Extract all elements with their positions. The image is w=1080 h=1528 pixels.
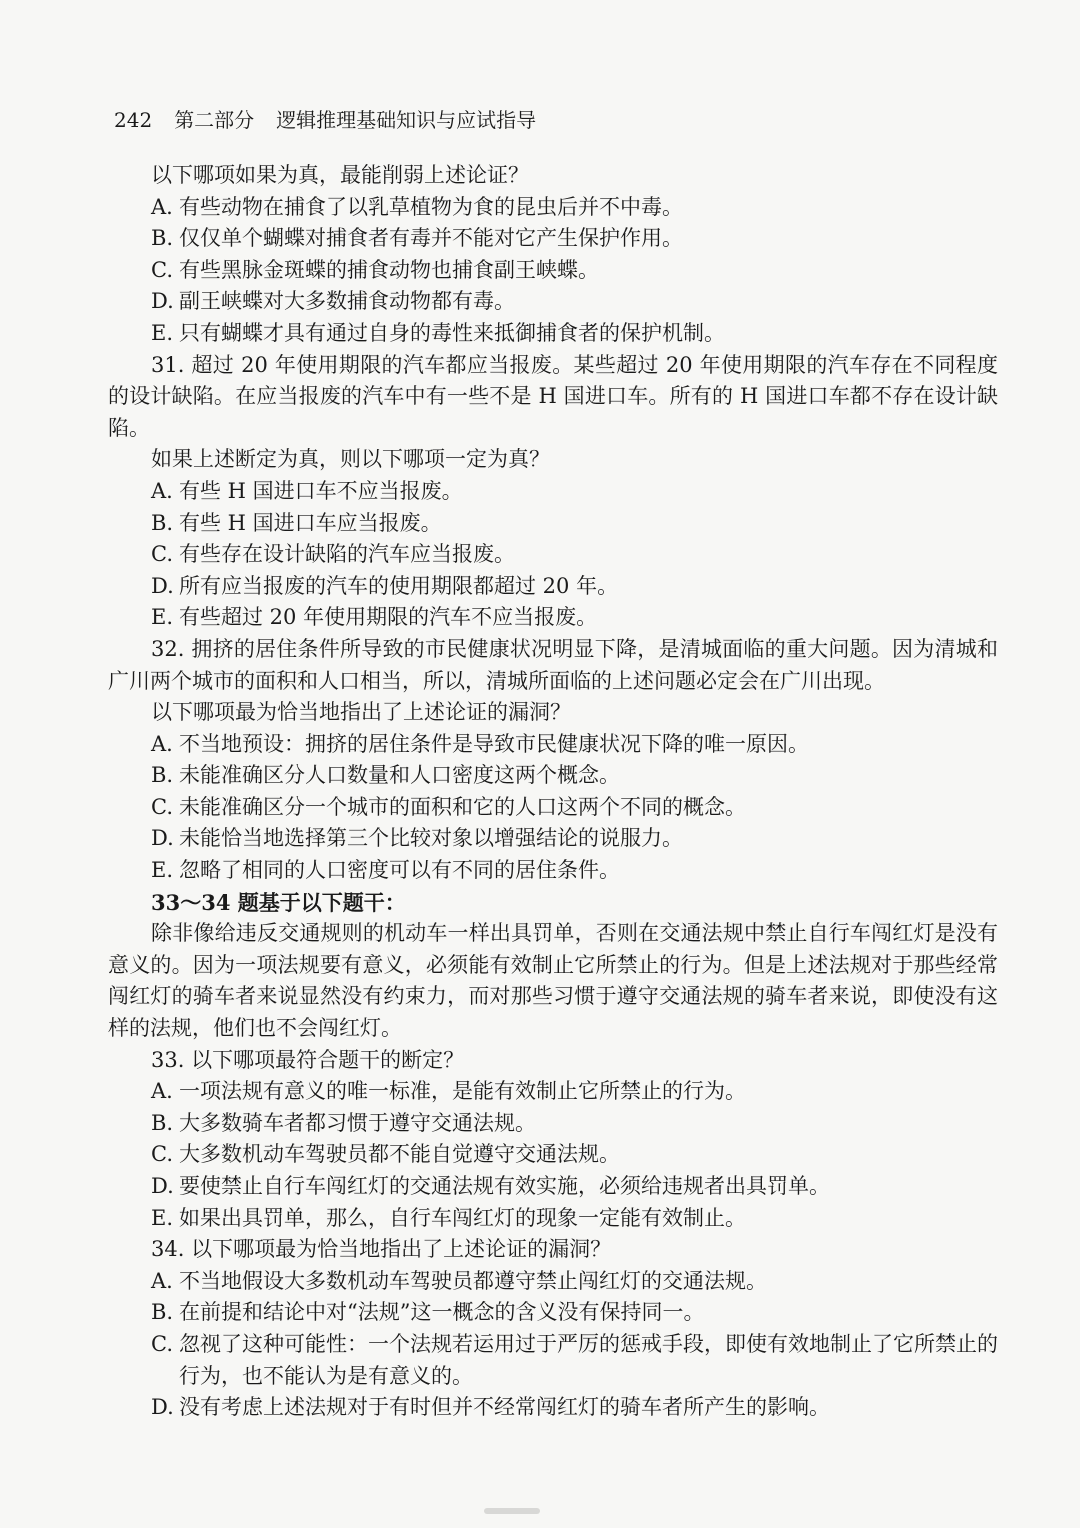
answer-option bbox=[151, 1266, 998, 1298]
option-letter: B. bbox=[151, 226, 174, 251]
option-letter: A. bbox=[151, 194, 173, 219]
option-letter: E. bbox=[151, 1205, 174, 1230]
option-text: 所有应当报废的汽车的使用期限都超过 20 年。 bbox=[179, 573, 619, 598]
answer-option bbox=[151, 1203, 998, 1235]
option-letter: C. bbox=[151, 542, 173, 567]
option-letter: A. bbox=[151, 1079, 173, 1104]
option-text: 仅仅单个蝴蝶对捕食者有毒并不能对它产生保护作用。 bbox=[179, 226, 683, 251]
chapter-title: 逻辑推理基础知识与应试指导 bbox=[276, 108, 537, 132]
option-text: 有些 H 国进口车应当报废。 bbox=[179, 510, 442, 535]
question-paragraph: 32. 拥挤的居住条件所导致的市民健康状况明显下降，是清城面临的重大问题。因为清城和广川两个城市的面积和人口相当，所以，清城所面临的上述问题必定会在广川出现。 bbox=[108, 636, 998, 693]
option-text: 大多数骑车者都习惯于遵守交通法规。 bbox=[179, 1110, 536, 1135]
option-text: 没有考虑上述法规对于有时但并不经常闯红灯的骑车者所产生的影响。 bbox=[179, 1395, 830, 1420]
answer-option bbox=[151, 855, 998, 887]
option-text: 有些动物在捕食了以乳草植物为食的昆虫后并不中毒。 bbox=[179, 194, 683, 219]
answer-option bbox=[151, 539, 998, 571]
option-text: 一项法规有意义的唯一标准，是能有效制止它所禁止的行为。 bbox=[179, 1079, 746, 1104]
option-letter: D. bbox=[151, 1395, 174, 1420]
question-paragraph: 34. 以下哪项最为恰当地指出了上述论证的漏洞？ bbox=[151, 1237, 612, 1262]
option-text: 不当地预设：拥挤的居住条件是导致市民健康状况下降的唯一原因。 bbox=[179, 731, 809, 756]
question-paragraph: 31. 超过 20 年使用期限的汽车都应当报废。某些超过 20 年使用期限的汽车存在不同程度的设计缺陷。在应当报废的汽车中有一些不是 H 国进口车。所有的 H 国进口车都不存在设计缺陷。 bbox=[108, 352, 998, 440]
answer-option bbox=[151, 1171, 998, 1203]
option-letter: E. bbox=[151, 320, 174, 345]
running-header bbox=[114, 100, 998, 140]
answer-option bbox=[151, 286, 998, 318]
scan-smudge bbox=[484, 1508, 540, 1514]
option-letter: E. bbox=[151, 605, 174, 630]
option-letter: D. bbox=[151, 826, 174, 851]
option-letter: D. bbox=[151, 1174, 174, 1198]
answer-option bbox=[151, 823, 998, 855]
answer-option bbox=[151, 1392, 998, 1424]
option-letter: B. bbox=[151, 1300, 174, 1325]
question-group-heading: 33～34 题基于以下题干： bbox=[151, 889, 406, 915]
option-text: 如果出具罚单，那么，自行车闯红灯的现象一定能有效制止。 bbox=[179, 1205, 746, 1230]
answer-option bbox=[151, 223, 998, 255]
answer-option bbox=[151, 318, 998, 350]
option-text: 不当地假设大多数机动车驾驶员都遵守禁止闯红灯的交通法规。 bbox=[179, 1268, 767, 1293]
option-letter: B. bbox=[151, 763, 174, 788]
answer-option bbox=[151, 792, 998, 824]
option-text: 只有蝴蝶才具有通过自身的毒性来抵御捕食者的保护机制。 bbox=[179, 320, 725, 345]
answer-option bbox=[151, 1329, 998, 1392]
option-letter: A. bbox=[151, 731, 173, 756]
answer-option bbox=[151, 1139, 998, 1171]
option-letter: B. bbox=[151, 510, 174, 535]
question-paragraph: 除非像给违反交通规则的机动车一样出具罚单，否则在交通法规中禁止自行车闯红灯是没有意义的。因为一项法规要有意义，必须能有效制止它所禁止的行为。但是上述法规对于那些经常闯红灯的骑车者来说显然没有约束力，而对那些习惯于遵守交通法规的骑车者来说，即使没有这样的法规，他们也不会闯红灯。 bbox=[108, 921, 998, 1041]
question-paragraph: 33. 以下哪项最符合题干的断定？ bbox=[151, 1047, 465, 1072]
answer-option bbox=[151, 255, 998, 287]
option-letter: A. bbox=[151, 1268, 173, 1293]
option-text: 忽视了这种可能性：一个法规若运用过于严厉的惩戒手段，即使有效地制止了它所禁止的行为，也不能认为是有意义的。 bbox=[179, 1331, 998, 1388]
option-letter: B. bbox=[151, 1110, 174, 1135]
option-text: 有些存在设计缺陷的汽车应当报废。 bbox=[179, 542, 515, 567]
option-text: 未能准确区分人口数量和人口密度这两个概念。 bbox=[179, 763, 620, 788]
part-label: 第二部分 bbox=[174, 108, 255, 132]
option-letter: C. bbox=[151, 257, 173, 282]
option-letter: C. bbox=[151, 1142, 173, 1167]
answer-option bbox=[151, 476, 998, 508]
option-text: 副王峡蝶对大多数捕食动物都有毒。 bbox=[179, 289, 515, 314]
option-text: 大多数机动车驾驶员都不能自觉遵守交通法规。 bbox=[179, 1142, 620, 1167]
question-paragraph: 以下哪项如果为真，最能削弱上述论证？ bbox=[151, 163, 530, 187]
option-text: 有些 H 国进口车不应当报废。 bbox=[179, 478, 463, 503]
answer-option bbox=[151, 602, 998, 634]
page-number: 242 bbox=[114, 108, 153, 132]
option-letter: D. bbox=[151, 573, 174, 598]
question-paragraph: 以下哪项最为恰当地指出了上述论证的漏洞？ bbox=[151, 700, 572, 725]
answer-option bbox=[151, 1297, 998, 1329]
option-letter: A. bbox=[151, 478, 173, 503]
option-letter: D. bbox=[151, 289, 174, 314]
question-paragraph: 如果上述断定为真，则以下哪项一定为真？ bbox=[151, 447, 551, 472]
answer-option bbox=[151, 1076, 998, 1108]
option-text: 忽略了相同的人口密度可以有不同的居住条件。 bbox=[179, 858, 620, 883]
answer-option bbox=[151, 508, 998, 540]
answer-option bbox=[151, 571, 998, 603]
option-text: 未能恰当地选择第三个比较对象以增强结论的说服力。 bbox=[179, 826, 683, 851]
option-text: 要使禁止自行车闯红灯的交通法规有效实施，必须给违规者出具罚单。 bbox=[179, 1174, 830, 1198]
answer-option bbox=[151, 192, 998, 224]
page-content bbox=[108, 160, 998, 1424]
answer-option bbox=[151, 760, 998, 792]
option-letter: E. bbox=[151, 858, 174, 883]
option-text: 有些超过 20 年使用期限的汽车不应当报废。 bbox=[179, 605, 598, 630]
option-text: 在前提和结论中对“法规”这一概念的含义没有保持同一。 bbox=[179, 1300, 705, 1325]
option-text: 未能准确区分一个城市的面积和它的人口这两个不同的概念。 bbox=[179, 794, 746, 819]
answer-option bbox=[151, 729, 998, 761]
option-letter: C. bbox=[151, 794, 173, 819]
option-text: 有些黑脉金斑蝶的捕食动物也捕食副王峡蝶。 bbox=[179, 257, 599, 282]
option-letter: C. bbox=[151, 1331, 173, 1356]
answer-option bbox=[151, 1108, 998, 1140]
